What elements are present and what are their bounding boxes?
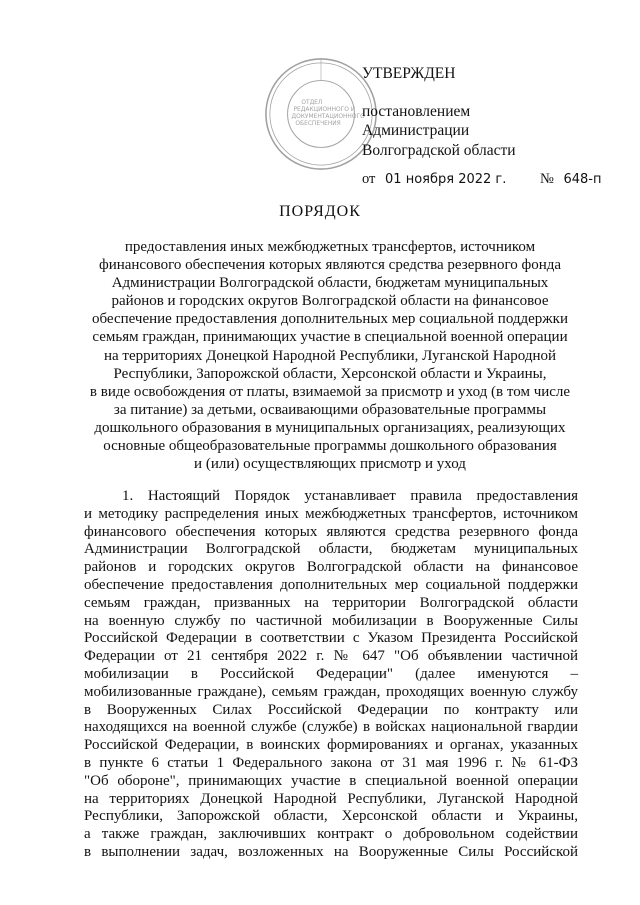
body-line: "Об обороне", принимающих участие в специальной военной операции — [84, 772, 578, 789]
approval-line-region: Волгоградской области — [362, 141, 516, 159]
subtitle-line: семьям граждан, принимающих участие в специальной военной операции — [92, 329, 568, 346]
body-line: и методику распределения иных межбюджетных трансфертов, источником — [84, 505, 578, 522]
body-line: находящихся на военной службе (службе) в войсках национальной гвардии — [84, 719, 578, 736]
date-number-line — [362, 171, 602, 188]
body-line: в Вооруженных Силах Российской Федерации по контракту или — [84, 701, 578, 718]
subtitle-line: и (или) осуществляющих присмотр и уход — [194, 456, 466, 473]
body-line: обеспечение предоставления дополнительных мер социальной поддержки — [84, 576, 578, 593]
svg-text:ДОКУМЕНТАЦИОННОГО: ДОКУМЕНТАЦИОННОГО — [291, 113, 365, 120]
approval-title: УТВЕРЖДЕН — [362, 65, 456, 82]
subtitle-line: районов и городских округов Волгоградской области на финансовое — [111, 293, 549, 310]
body-line: 1. Настоящий Порядок устанавливает правила предоставления — [122, 488, 578, 504]
body-line: Федерации от 21 сентября 2022 г. № 647 "Об объявлении частичной — [84, 648, 578, 665]
subtitle-line: предоставления иных межбюджетных трансфертов, источником — [124, 239, 536, 255]
subtitle-line: обеспечение предоставления дополнительных мер социальной поддержки — [91, 311, 568, 328]
date-prefix: от — [362, 171, 376, 187]
body-line: финансового обеспечения которых являются средства резервного фонда — [84, 523, 578, 540]
body-line: в выполнении задач, возложенных на Вооруженные Силы Российской — [84, 843, 578, 860]
subtitle-line: Республики, Запорожской области, Херсонской области и Украины, — [113, 365, 547, 382]
approval-line-resolution: постановлением — [362, 102, 471, 120]
document-subtitle — [70, 238, 590, 473]
body-line: Администрации Волгоградской области, бюджетам муниципальных — [84, 541, 578, 558]
subtitle-line: за питание) за детьми, осваивающими образовательные программы — [113, 401, 547, 418]
svg-text:ОТДЕЛ: ОТДЕЛ — [301, 100, 323, 107]
subtitle-line: дошкольного образования в муниципальных организациях, реализующих — [94, 419, 566, 436]
svg-text:РЕДАКЦИОННОГО И: РЕДАКЦИОННОГО И — [293, 107, 356, 114]
resolution-number: 648-п — [563, 172, 602, 187]
approval-block — [362, 64, 516, 160]
body-line: районов и городских округов Волгоградской области на финансовое — [84, 559, 578, 576]
body-line: Российской Федерации, в воинских формированиях и органах, указанных — [84, 737, 578, 754]
body-line: Республики, Запорожской области, Херсонской области и Украины, — [84, 808, 578, 825]
body-line: мобилизации в Российской Федерации" (далее именуются – — [84, 665, 578, 682]
body-line: семьям граждан, призванных на территории Волгоградской области — [84, 594, 578, 611]
approval-line-administration: Администрации — [362, 122, 470, 139]
body-line: Российской Федерации в соответствии с Указом Президента Российской — [84, 630, 578, 647]
resolution-date: 01 ноября 2022 г. — [385, 172, 507, 187]
paragraph-1 — [84, 488, 578, 862]
subtitle-line: финансового обеспечения которых являются средства резервного фонда — [98, 257, 562, 274]
subtitle-line: Администрации Волгоградской области, бюджетам муниципальных — [111, 275, 549, 292]
subtitle-line: основные общеобразовательные программы дошкольного образования — [103, 438, 557, 455]
number-label: № — [540, 171, 554, 187]
body-line: а также граждан, заключивших контракт о добровольном содействии — [84, 826, 578, 843]
subtitle-line: в виде освобождения от платы, взимаемой за присмотр и уход (в том числе — [89, 383, 571, 400]
document-title: ПОРЯДОК — [279, 203, 361, 220]
subtitle-line: на территориях Донецкой Народной Республики, Луганской Народной — [103, 347, 557, 364]
svg-text:ОБЕСПЕЧЕНИЯ: ОБЕСПЕЧЕНИЯ — [295, 120, 341, 127]
body-line: на территориях Донецкой Народной Республики, Луганской Народной — [84, 790, 578, 807]
body-line: мобилизованные граждане), семьям граждан, проходящих военную службу — [84, 683, 578, 700]
body-line: в пункте 6 статьи 1 Федерального закона от 31 мая 1996 г. № 61-ФЗ — [84, 754, 578, 771]
body-line: на военную службу по частичной мобилизации в Вооруженные Силы — [84, 612, 578, 629]
